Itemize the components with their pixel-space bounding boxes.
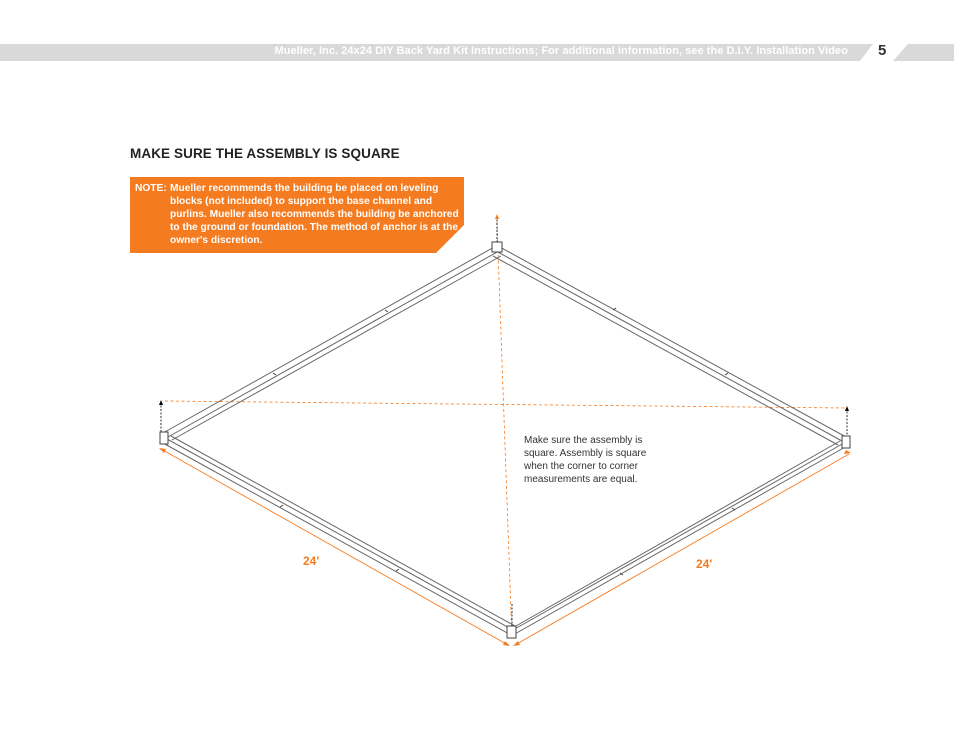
base-frame (163, 246, 847, 635)
header-title: Mueller, Inc. 24x24 DIY Back Yard Kit Instructions; For additional information, see the D.I.Y. Installation Video (274, 45, 848, 57)
page-number: 5 (878, 42, 887, 59)
arrow-right (845, 406, 849, 411)
arrow-left (159, 400, 163, 405)
note-label: NOTE: (135, 183, 167, 194)
section-heading: MAKE SURE THE ASSEMBLY IS SQUARE (130, 146, 400, 161)
square-callout-text: Make sure the assembly is square. Assembly is square when the corner to corner measurements are equal. (524, 435, 647, 485)
dimension-label-right: 24' (696, 557, 713, 571)
dimension-arrow-right-a (513, 641, 520, 646)
diagonal-measure-vertical (497, 222, 512, 640)
dimension-line-left (161, 449, 508, 645)
corner-plates (160, 242, 850, 638)
arrow-top (495, 214, 499, 219)
dimension-arrow-left-a (159, 448, 166, 453)
dimension-arrow-left-b (503, 641, 510, 646)
note-text: Mueller recommends the building be placed on leveling blocks (not included) to support the base channel and purlins. Mueller also recommends the building be anchored to the ground or foundation. The method of anchor is at the owner's discretion. (170, 183, 459, 246)
dimension-arrow-right-b (844, 450, 851, 454)
rail-bolts (273, 308, 735, 575)
diagonal-measure-horizontal (165, 401, 846, 408)
dimension-label-left: 24' (303, 554, 320, 568)
